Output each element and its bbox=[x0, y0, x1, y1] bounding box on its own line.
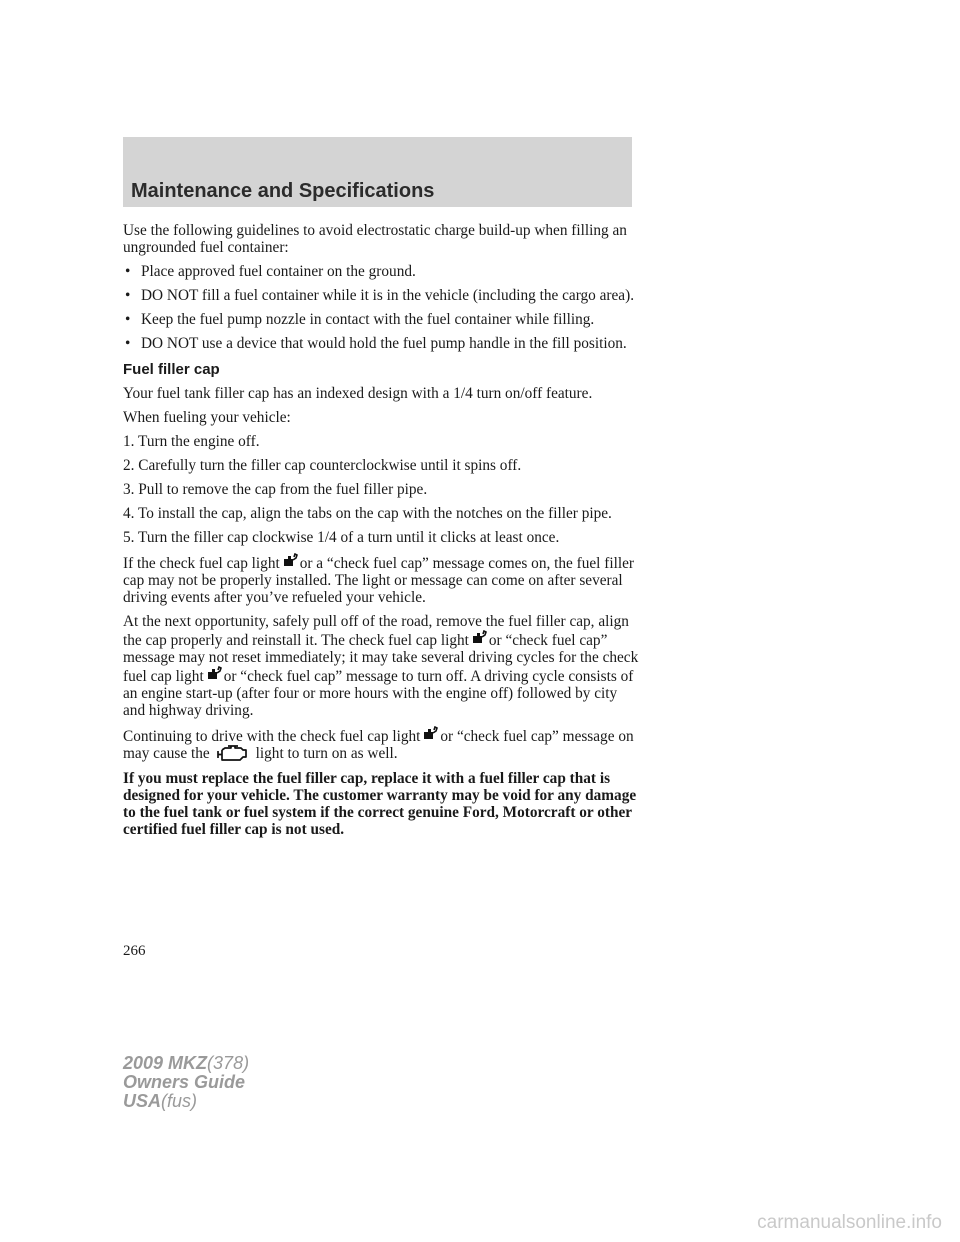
paragraph-next-opportunity bbox=[123, 613, 643, 719]
warning-paragraph: If you must replace the fuel filler cap, replace it with a fuel filler cap that is designed for your vehicle. The customer warranty may be void for any damage to the fuel tank or fuel system if the correct genuine Ford, Motorcraft or other certified fuel filler cap is not used. bbox=[123, 770, 637, 838]
bullet-glyph: • bbox=[125, 287, 131, 304]
footer-market-code: (fus) bbox=[161, 1091, 198, 1111]
step-4: 4. To install the cap, align the tabs on the cap with the notches on the filler pipe. bbox=[123, 505, 612, 522]
footer-line-market bbox=[123, 1092, 249, 1111]
list-item-text: Place approved fuel container on the ground. bbox=[141, 263, 416, 280]
paragraph-continuing-to-drive bbox=[123, 726, 643, 763]
list-item bbox=[123, 335, 643, 352]
text-run: or “check fuel cap” message to turn off. A driving cycle consists of an engine start-up (after four or more hours with the engine off) followed by city and highway driving. bbox=[123, 668, 634, 719]
section-header-band bbox=[123, 137, 632, 207]
footer-model: 2009 MKZ bbox=[123, 1053, 208, 1073]
step-3: 3. Pull to remove the cap from the fuel filler pipe. bbox=[123, 481, 428, 498]
text-run: or “check fuel cap” message may not reset immediately; it may take several driving cycles for the check fuel cap light bbox=[123, 632, 639, 685]
list-item bbox=[123, 287, 643, 304]
paragraph-check-fuel-cap bbox=[123, 553, 643, 606]
step-5: 5. Turn the filler cap clockwise 1/4 of a turn until it clicks at least once. bbox=[123, 529, 560, 546]
bullet-glyph: • bbox=[125, 263, 131, 280]
text-run: light to turn on as well. bbox=[255, 745, 398, 762]
paragraph-indexed-design: Your fuel tank filler cap has an indexed design with a 1/4 turn on/off feature. bbox=[123, 385, 593, 402]
guidelines-list bbox=[123, 263, 643, 352]
check-fuel-cap-icon bbox=[422, 726, 438, 740]
footer-line-model bbox=[123, 1054, 249, 1073]
list-item bbox=[123, 311, 643, 328]
footer-model-code: (378) bbox=[207, 1053, 250, 1073]
document-footer bbox=[123, 1054, 249, 1111]
intro-paragraph: Use the following guidelines to avoid electrostatic charge build-up when filling an ungrounded fuel container: bbox=[123, 222, 627, 256]
text-run: or a “check fuel cap” message comes on, the fuel filler cap may not be properly installed. The light or message can come on after several driving events after you’ve refueled your vehicle. bbox=[123, 555, 634, 606]
page-body bbox=[123, 222, 643, 845]
paragraph-when-fueling: When fueling your vehicle: bbox=[123, 409, 291, 426]
check-fuel-cap-icon bbox=[282, 553, 298, 567]
bullet-glyph: • bbox=[125, 311, 131, 328]
list-item-text: Keep the fuel pump nozzle in contact with the fuel container while filling. bbox=[141, 311, 595, 328]
list-item-text: DO NOT use a device that would hold the fuel pump handle in the fill position. bbox=[141, 335, 627, 352]
text-run: At the next opportunity, safely pull off of the road, remove the fuel filler cap, align the cap properly and reinstall it. The check fuel cap light bbox=[123, 613, 629, 649]
footer-market: USA bbox=[123, 1091, 162, 1111]
text-run: Continuing to drive with the check fuel cap light bbox=[123, 728, 421, 745]
text-run: or “check fuel cap” message on may cause the bbox=[123, 728, 634, 762]
section-title: Maintenance and Specifications bbox=[131, 180, 435, 202]
step-2: 2. Carefully turn the filler cap counterclockwise until it spins off. bbox=[123, 457, 522, 474]
watermark: carmanualsonline.info bbox=[757, 1212, 942, 1233]
list-item bbox=[123, 263, 643, 280]
bullet-glyph: • bbox=[125, 335, 131, 352]
check-fuel-cap-icon bbox=[471, 630, 487, 644]
step-1: 1. Turn the engine off. bbox=[123, 433, 260, 450]
subheading-fuel-filler-cap: Fuel filler cap bbox=[123, 361, 220, 378]
check-engine-icon bbox=[216, 745, 250, 763]
list-item-text: DO NOT fill a fuel container while it is in the vehicle (including the cargo area). bbox=[141, 287, 635, 304]
footer-line-guide: Owners Guide bbox=[123, 1072, 246, 1092]
page-number: 266 bbox=[123, 943, 146, 959]
check-fuel-cap-icon bbox=[206, 666, 222, 680]
text-run: If the check fuel cap light bbox=[123, 555, 280, 572]
